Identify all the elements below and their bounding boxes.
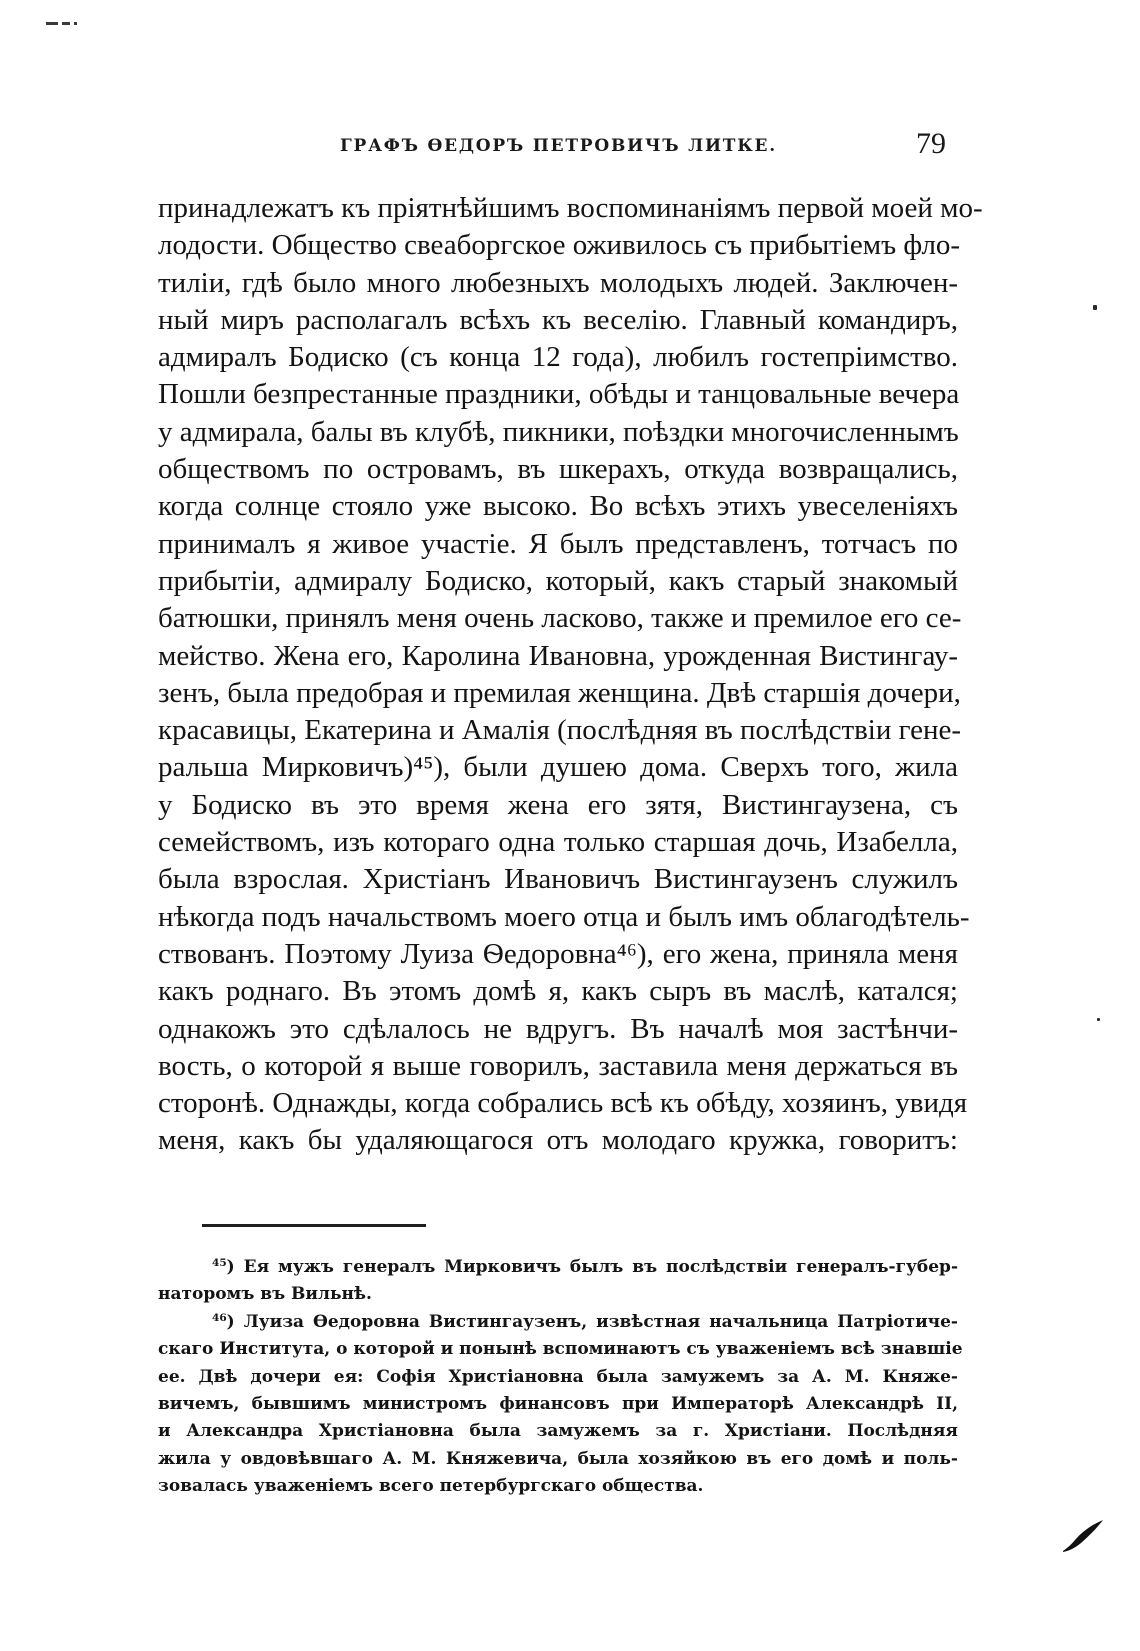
body-line: ствованъ. Поэтому Луиза Ѳедоровна⁴⁶), его жена, приняла меня — [158, 937, 958, 970]
body-line: меня, какъ бы удаляющагося отъ молодаго кружка, говоритъ: — [158, 1124, 958, 1157]
footnote-46-line: $^{46}$) Луиза Ѳедоровна Вистингаузенъ, извѣстная начальница Патріотиче- — [212, 1311, 958, 1332]
scan-artifact-mark — [46, 22, 86, 28]
footnote-46-line: жила у овдовѣвшаго А. М. Княжевича, была хозяйкою въ его домѣ и поль- — [158, 1448, 958, 1469]
running-head: ГРАФЪ ѲЕДОРЪ ПЕТРОВИЧЪ ЛИТКЕ. — [340, 136, 777, 156]
footnote-45-line: $^{45}$) Ея мужъ генералъ Мирковичъ былъ въ послѣдствіи генералъ-губер- — [212, 1257, 958, 1277]
footnote-46-line: зовалась уваженіемъ всего петербургскаго общества. — [158, 1476, 704, 1497]
scan-speck — [1093, 305, 1097, 310]
body-line: тиліи, гдѣ было много любезныхъ молодыхъ людей. Заключен- — [158, 266, 958, 299]
footnote-marker: 46 — [212, 1311, 227, 1324]
body-line: была взрослая. Христіанъ Ивановичъ Вистингаузенъ служилъ — [158, 863, 958, 896]
footnote-45-line: наторомъ въ Вильнѣ. — [158, 1284, 372, 1305]
body-line: сторонѣ. Однажды, когда собрались всѣ къ обѣду, хозяинъ, увидя — [158, 1087, 968, 1120]
body-line: ный миръ располагалъ всѣхъ къ веселію. Главный командиръ, — [158, 303, 958, 336]
body-line: прибытіи, адмиралу Бодиско, который, какъ старый знакомый — [158, 564, 958, 597]
body-line: зенъ, была предобрая и премилая женщина. Двѣ старшія дочери, — [158, 676, 961, 709]
body-line: семействомъ, изъ котораго одна только старшая дочь, Изабелла, — [158, 826, 958, 859]
body-line: когда солнце стояло уже высоко. Во всѣхъ этихъ увеселеніяхъ — [158, 490, 958, 523]
footnote-46-line: и Александра Христіановна была замужемъ за г. Христіани. Послѣдняя — [158, 1421, 958, 1442]
body-line: у Бодиско въ это время жена его зятя, Вистингаузена, съ — [158, 788, 958, 821]
body-line: ральша Мирковичъ)⁴⁵), были душею дома. Сверхъ того, жила — [158, 751, 958, 784]
scan-artifact-stroke-icon — [1061, 1518, 1105, 1554]
footnote-text: Луиза Ѳедоровна Вистингаузенъ, извѣстная начальница Патріотиче- — [243, 1311, 958, 1332]
footnote-separator-rule — [202, 1224, 426, 1227]
footnote-46-line: вичемъ, бывшимъ министромъ финансовъ при Императорѣ Александрѣ II, — [158, 1393, 958, 1414]
footnote-46-line: скаго Института, о которой и понынѣ вспоминаютъ съ уваженіемъ всѣ знавшіе — [158, 1339, 963, 1360]
body-line: красавицы, Екатерина и Амалія (послѣдняя въ послѣдствіи гене- — [158, 714, 962, 747]
body-line: у адмирала, балы въ клубѣ, пикники, поѣздки многочисленнымъ — [158, 415, 959, 448]
body-line: вость, о которой я выше говорилъ, заставила меня держаться въ — [158, 1049, 958, 1082]
body-text — [158, 190, 983, 1160]
footnote-marker: 45 — [212, 1257, 227, 1270]
body-line: адмиралъ Бодиско (съ конца 12 года), любилъ гостепріимство. — [158, 341, 958, 374]
footnote-46-line: ее. Двѣ дочери ея: Софія Христіановна была замужемъ за А. М. Княже- — [158, 1366, 958, 1387]
body-line: лодости. Общество свеаборгское оживилось съ прибытіемъ фло- — [158, 229, 961, 262]
footnotes — [158, 1254, 963, 1501]
page-number: 79 — [916, 127, 946, 160]
body-line: однакожъ это сдѣлалось не вдругъ. Въ началѣ моя застѣнчи- — [158, 1012, 958, 1045]
scan-speck — [1097, 1018, 1100, 1021]
body-line: какъ роднаго. Въ этомъ домѣ я, какъ сыръ въ маслѣ, катался; — [158, 975, 958, 1008]
body-line: принадлежатъ къ пріятнѣйшимъ воспоминаніямъ первой моей мо- — [158, 192, 983, 224]
body-line: батюшки, принялъ меня очень ласково, также и премилое его се- — [158, 602, 962, 635]
body-line: принималъ я живое участіе. Я былъ представленъ, тотчасъ по — [158, 527, 958, 560]
footnote-text: Ея мужъ генералъ Мирковичъ былъ въ послѣдствіи генералъ-губер- — [243, 1257, 958, 1277]
body-line: нѣкогда подъ начальствомъ моего отца и былъ имъ облагодѣтель- — [158, 900, 970, 933]
body-line: обществомъ по островамъ, въ шкерахъ, откуда возвращались, — [158, 453, 958, 486]
body-line: Пошли безпрестанные праздники, обѣды и танцовальные вечера — [158, 378, 960, 411]
body-line: мейство. Жена его, Каролина Ивановна, урожденная Вистингау- — [158, 639, 958, 672]
